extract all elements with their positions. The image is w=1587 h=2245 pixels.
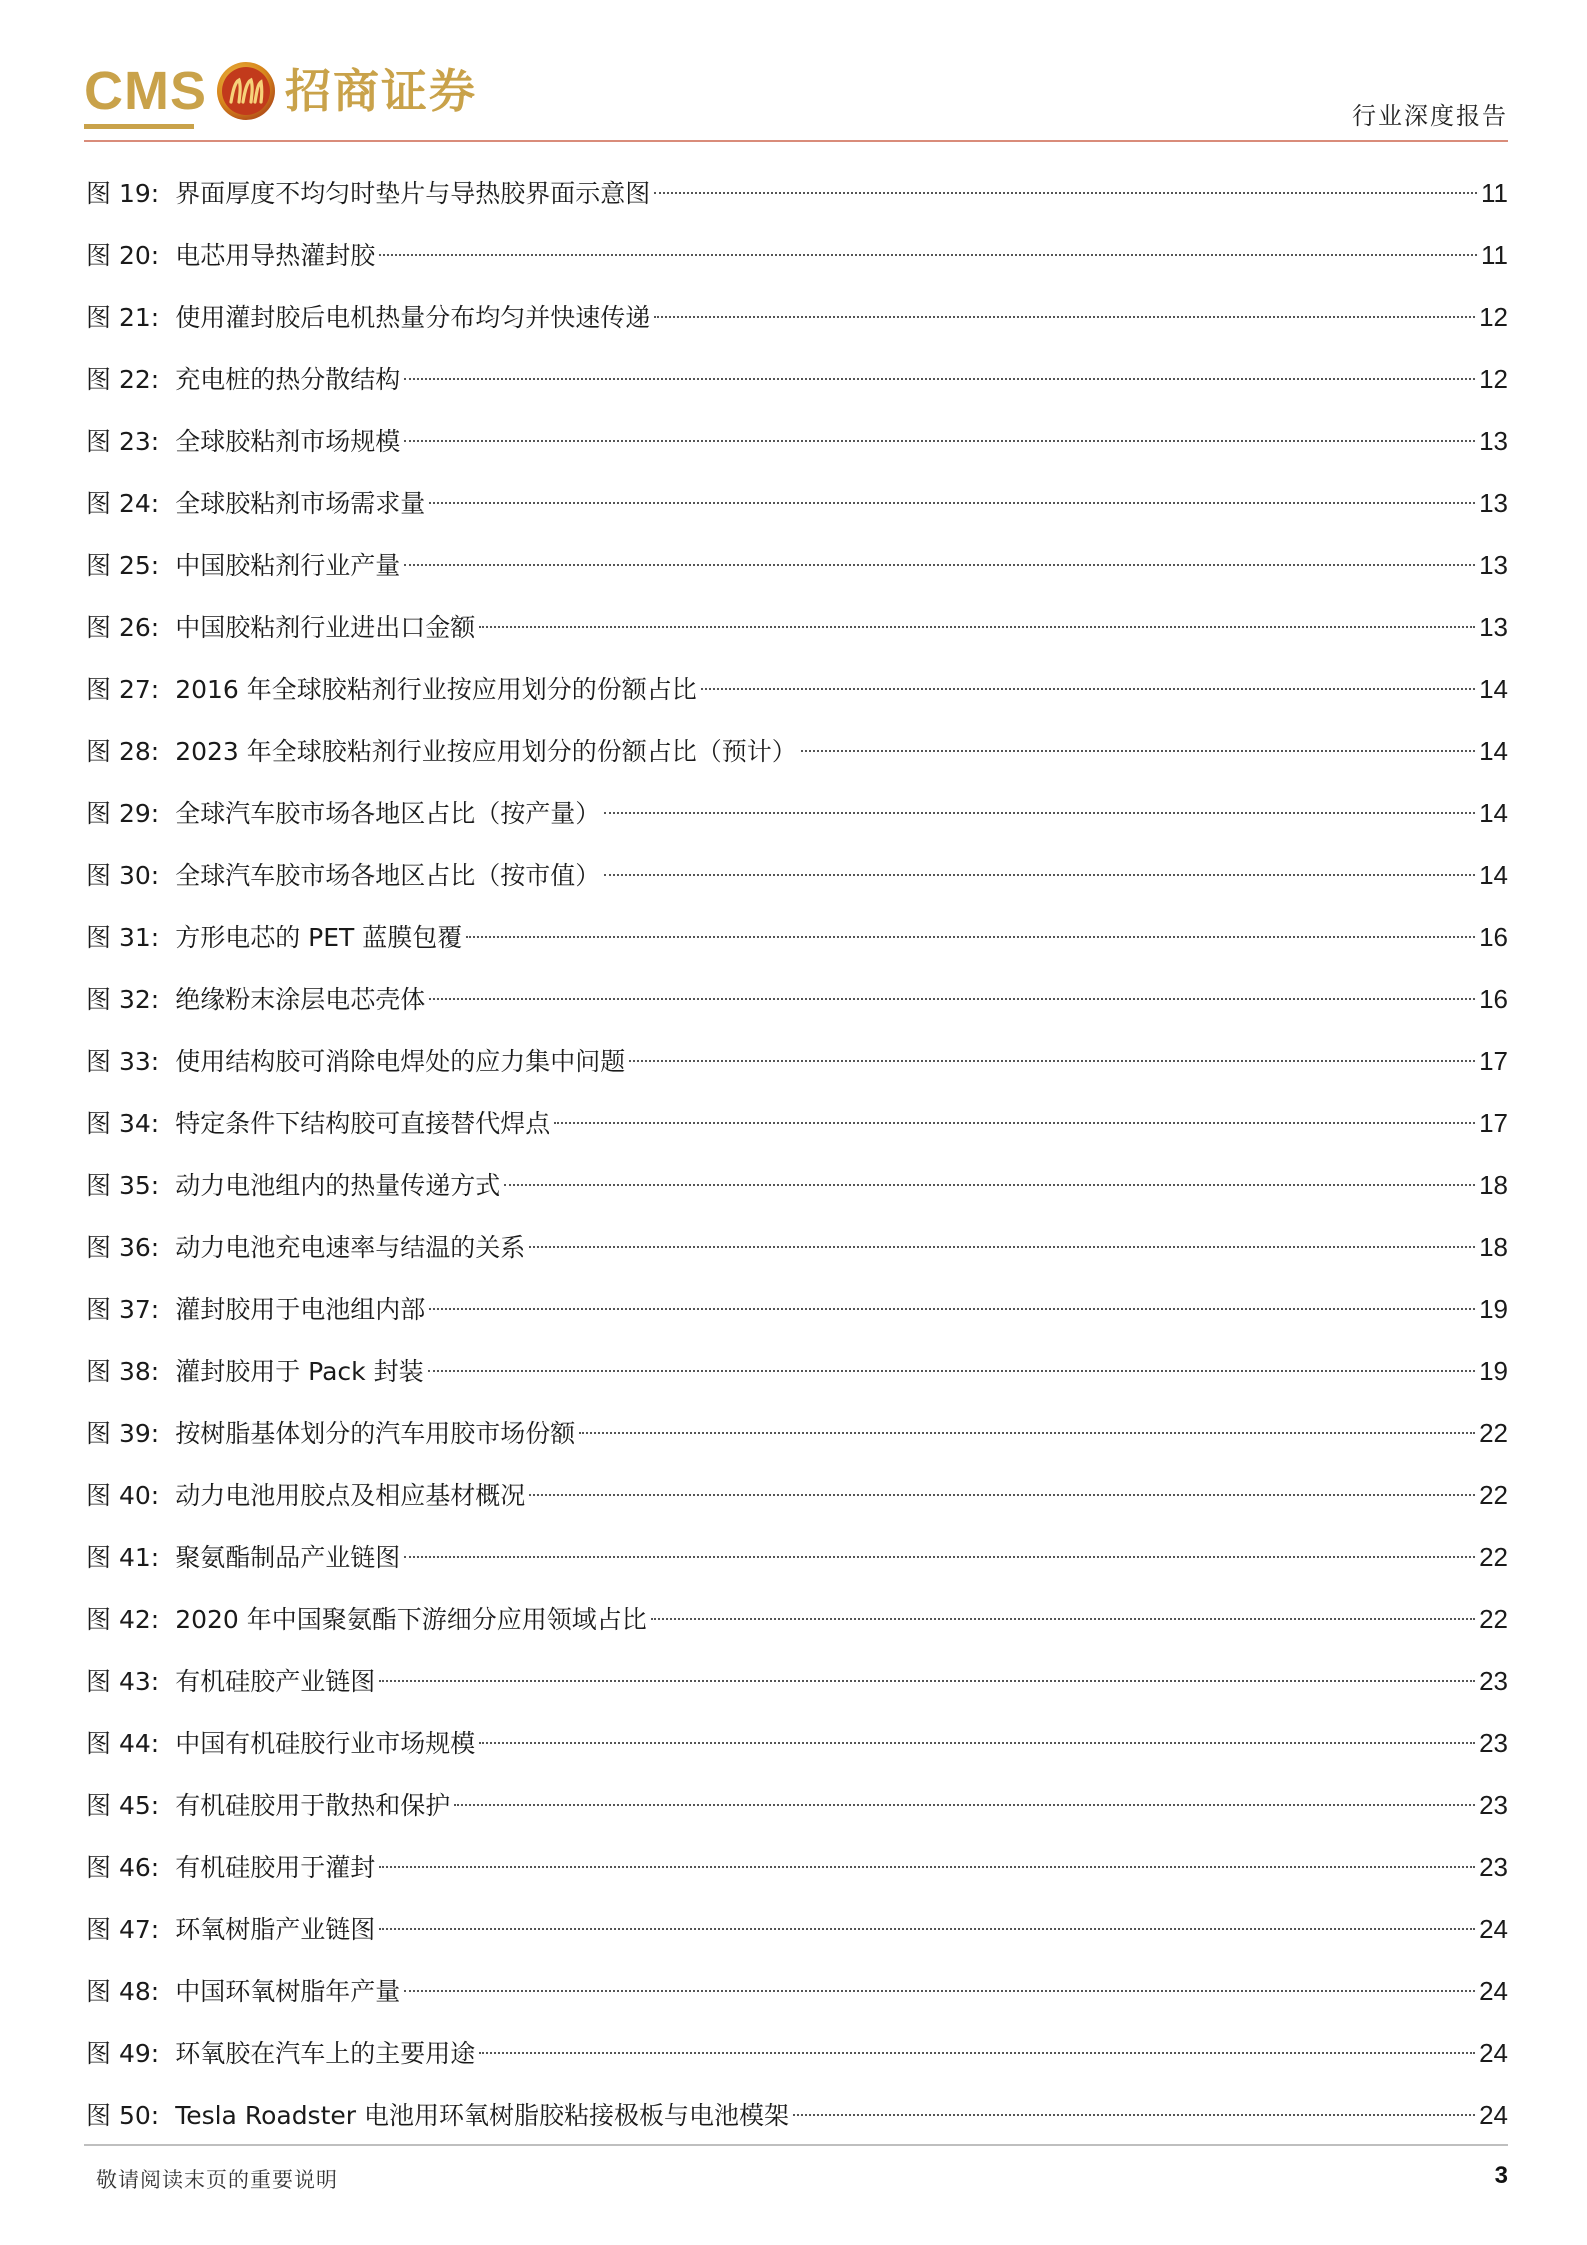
toc-page-number: 13 (1479, 488, 1508, 518)
toc-page-number: 14 (1479, 736, 1508, 766)
toc-page-number: 12 (1479, 364, 1508, 394)
report-type-label: 行业深度报告 (1352, 102, 1508, 130)
toc-entry[interactable] (86, 2084, 1508, 2146)
toc-entry[interactable] (86, 286, 1508, 348)
toc-figure-title: 动力电池用胶点及相应基材概况 (175, 1481, 526, 1510)
toc-figure-title: 绝缘粉末涂层电芯壳体 (175, 985, 426, 1014)
toc-page-number: 24 (1479, 1976, 1508, 2006)
toc-page-number: 11 (1481, 240, 1508, 270)
toc-page-number: 17 (1479, 1108, 1508, 1138)
toc-figure-label: 图 43: (86, 1667, 160, 1696)
toc-entry[interactable] (86, 968, 1508, 1030)
toc-dot-leader (454, 1804, 1475, 1806)
toc-figure-title: 全球汽车胶市场各地区占比（按市值） (175, 861, 601, 890)
toc-page-number: 19 (1479, 1294, 1508, 1324)
toc-dot-leader (404, 1990, 1475, 1992)
toc-figure-title: 2023 年全球胶粘剂行业按应用划分的份额占比（预计） (175, 737, 797, 766)
toc-entry[interactable] (86, 1092, 1508, 1154)
toc-dot-leader (466, 936, 1475, 938)
toc-dot-leader (654, 316, 1475, 318)
disclaimer-note: 敬请阅读末页的重要说明 (96, 2168, 338, 2192)
toc-figure-title: 中国有机硅胶行业市场规模 (175, 1729, 476, 1758)
toc-page-number: 23 (1479, 1852, 1508, 1882)
toc-entry[interactable] (86, 1278, 1508, 1340)
toc-page-number: 11 (1481, 178, 1508, 208)
toc-figure-title: 环氧胶在汽车上的主要用途 (175, 2039, 476, 2068)
toc-page-number: 22 (1479, 1480, 1508, 1510)
toc-page-number: 18 (1479, 1232, 1508, 1262)
toc-figure-label: 图 37: (86, 1295, 160, 1324)
toc-page-number: 24 (1479, 2038, 1508, 2068)
toc-figure-label: 图 47: (86, 1915, 160, 1944)
page-number: 3 (1494, 2162, 1508, 2189)
toc-figure-label: 图 23: (86, 427, 160, 456)
toc-page-number: 18 (1479, 1170, 1508, 1200)
toc-page-number: 16 (1479, 984, 1508, 1014)
toc-dot-leader (479, 1742, 1475, 1744)
toc-page-number: 13 (1479, 426, 1508, 456)
toc-page-number: 24 (1479, 1914, 1508, 1944)
toc-figure-label: 图 34: (86, 1109, 160, 1138)
logo-chinese-name: 招商证券 (285, 64, 477, 118)
toc-entry[interactable] (86, 1898, 1508, 1960)
toc-figure-title: 2020 年中国聚氨酯下游细分应用领域占比 (175, 1605, 647, 1634)
toc-page-number: 19 (1479, 1356, 1508, 1386)
toc-dot-leader (379, 1928, 1475, 1930)
toc-entry[interactable] (86, 1464, 1508, 1526)
toc-figure-label: 图 35: (86, 1171, 160, 1200)
cms-logo (84, 60, 477, 122)
toc-dot-leader (379, 1680, 1475, 1682)
toc-dot-leader (479, 2052, 1475, 2054)
toc-entry[interactable] (86, 472, 1508, 534)
toc-page-number: 13 (1479, 550, 1508, 580)
toc-page-number: 14 (1479, 798, 1508, 828)
toc-dot-leader (429, 502, 1475, 504)
toc-dot-leader (404, 564, 1475, 566)
logo-underline (84, 124, 194, 129)
toc-figure-label: 图 21: (86, 303, 160, 332)
toc-page-number: 22 (1479, 1604, 1508, 1634)
toc-entry[interactable] (86, 1960, 1508, 2022)
toc-page-number: 23 (1479, 1666, 1508, 1696)
toc-figure-label: 图 28: (86, 737, 160, 766)
toc-figure-title: 聚氨酯制品产业链图 (175, 1543, 401, 1572)
toc-figure-label: 图 29: (86, 799, 160, 828)
toc-figure-title: 环氧树脂产业链图 (175, 1915, 376, 1944)
toc-figure-title: 全球胶粘剂市场需求量 (175, 489, 426, 518)
toc-dot-leader (651, 1618, 1475, 1620)
toc-figure-title: 中国胶粘剂行业进出口金额 (175, 613, 476, 642)
toc-figure-label: 图 41: (86, 1543, 160, 1572)
page-header (84, 52, 1508, 144)
toc-dot-leader (429, 1308, 1475, 1310)
toc-figure-title: 使用灌封胶后电机热量分布均匀并快速传递 (175, 303, 651, 332)
toc-page-number: 14 (1479, 674, 1508, 704)
toc-figure-title: 按树脂基体划分的汽车用胶市场份额 (175, 1419, 576, 1448)
toc-dot-leader (429, 998, 1475, 1000)
toc-entry[interactable] (86, 1340, 1508, 1402)
toc-figure-label: 图 30: (86, 861, 160, 890)
toc-entry[interactable] (86, 348, 1508, 410)
toc-entry[interactable] (86, 1402, 1508, 1464)
toc-dot-leader (793, 2114, 1475, 2116)
toc-entry[interactable] (86, 1030, 1508, 1092)
toc-page-number: 17 (1479, 1046, 1508, 1076)
figure-list (86, 162, 1508, 2146)
toc-figure-title: 全球胶粘剂市场规模 (175, 427, 401, 456)
toc-page-number: 13 (1479, 612, 1508, 642)
toc-figure-title: 充电桩的热分散结构 (175, 365, 401, 394)
toc-dot-leader (701, 688, 1475, 690)
toc-dot-leader (604, 812, 1475, 814)
toc-figure-title: 灌封胶用于 Pack 封装 (175, 1357, 424, 1386)
toc-entry[interactable] (86, 1836, 1508, 1898)
toc-entry[interactable] (86, 1216, 1508, 1278)
footer-divider (84, 2144, 1508, 2146)
toc-page-number: 12 (1479, 302, 1508, 332)
toc-dot-leader (801, 750, 1475, 752)
toc-figure-title: 方形电芯的 PET 蓝膜包覆 (175, 923, 463, 952)
toc-entry[interactable] (86, 782, 1508, 844)
toc-figure-title: 特定条件下结构胶可直接替代焊点 (175, 1109, 551, 1138)
toc-entry[interactable] (86, 410, 1508, 472)
toc-entry[interactable] (86, 1774, 1508, 1836)
toc-entry[interactable] (86, 1650, 1508, 1712)
toc-figure-label: 图 49: (86, 2039, 160, 2068)
toc-figure-label: 图 24: (86, 489, 160, 518)
toc-figure-title: 中国胶粘剂行业产量 (175, 551, 401, 580)
toc-figure-label: 图 36: (86, 1233, 160, 1262)
toc-figure-label: 图 39: (86, 1419, 160, 1448)
toc-dot-leader (404, 1556, 1475, 1558)
toc-page-number: 16 (1479, 922, 1508, 952)
logo-emblem-icon (215, 60, 277, 122)
toc-figure-label: 图 40: (86, 1481, 160, 1510)
toc-dot-leader (379, 254, 1477, 256)
toc-figure-title: 中国环氧树脂年产量 (175, 1977, 401, 2006)
toc-figure-label: 图 48: (86, 1977, 160, 2006)
toc-entry[interactable] (86, 224, 1508, 286)
toc-figure-title: 灌封胶用于电池组内部 (175, 1295, 426, 1324)
toc-figure-title: 动力电池充电速率与结温的关系 (175, 1233, 526, 1262)
toc-figure-label: 图 45: (86, 1791, 160, 1820)
toc-figure-label: 图 33: (86, 1047, 160, 1076)
logo-text: CMS (84, 61, 207, 121)
toc-entry[interactable] (86, 162, 1508, 224)
toc-dot-leader (479, 626, 1475, 628)
toc-entry[interactable] (86, 720, 1508, 782)
toc-figure-label: 图 32: (86, 985, 160, 1014)
toc-page-number: 24 (1479, 2100, 1508, 2130)
toc-figure-label: 图 46: (86, 1853, 160, 1882)
toc-dot-leader (404, 440, 1475, 442)
toc-entry[interactable] (86, 1154, 1508, 1216)
toc-entry[interactable] (86, 1526, 1508, 1588)
toc-dot-leader (654, 192, 1477, 194)
toc-figure-label: 图 19: (86, 179, 160, 208)
header-divider (84, 140, 1508, 142)
toc-figure-label: 图 38: (86, 1357, 160, 1386)
toc-dot-leader (504, 1184, 1475, 1186)
toc-dot-leader (379, 1866, 1475, 1868)
toc-entry[interactable] (86, 534, 1508, 596)
toc-figure-label: 图 26: (86, 613, 160, 642)
toc-figure-label: 图 42: (86, 1605, 160, 1634)
toc-page-number: 22 (1479, 1542, 1508, 1572)
toc-figure-label: 图 44: (86, 1729, 160, 1758)
toc-page-number: 23 (1479, 1728, 1508, 1758)
toc-figure-label: 图 22: (86, 365, 160, 394)
toc-dot-leader (629, 1060, 1475, 1062)
toc-figure-title: 使用结构胶可消除电焊处的应力集中问题 (175, 1047, 626, 1076)
toc-dot-leader (529, 1494, 1475, 1496)
toc-page-number: 22 (1479, 1418, 1508, 1448)
toc-figure-title: 有机硅胶用于灌封 (175, 1853, 376, 1882)
toc-dot-leader (604, 874, 1475, 876)
toc-entry[interactable] (86, 906, 1508, 968)
toc-figure-title: 有机硅胶产业链图 (175, 1667, 376, 1696)
toc-dot-leader (579, 1432, 1475, 1434)
toc-entry[interactable] (86, 2022, 1508, 2084)
toc-entry[interactable] (86, 1712, 1508, 1774)
toc-figure-label: 图 31: (86, 923, 160, 952)
toc-entry[interactable] (86, 658, 1508, 720)
toc-figure-title: 动力电池组内的热量传递方式 (175, 1171, 501, 1200)
toc-dot-leader (404, 378, 1475, 380)
toc-figure-title: 有机硅胶用于散热和保护 (175, 1791, 451, 1820)
toc-entry[interactable] (86, 844, 1508, 906)
toc-figure-title: 界面厚度不均匀时垫片与导热胶界面示意图 (175, 179, 651, 208)
toc-entry[interactable] (86, 1588, 1508, 1650)
toc-figure-label: 图 27: (86, 675, 160, 704)
toc-figure-title: Tesla Roadster 电池用环氧树脂胶粘接极板与电池模架 (175, 2101, 789, 2130)
toc-figure-label: 图 25: (86, 551, 160, 580)
toc-dot-leader (529, 1246, 1475, 1248)
toc-figure-title: 全球汽车胶市场各地区占比（按产量） (175, 799, 601, 828)
toc-entry[interactable] (86, 596, 1508, 658)
toc-figure-label: 图 50: (86, 2101, 160, 2130)
toc-page-number: 23 (1479, 1790, 1508, 1820)
toc-dot-leader (554, 1122, 1475, 1124)
toc-figure-label: 图 20: (86, 241, 160, 270)
toc-dot-leader (428, 1370, 1476, 1372)
toc-figure-title: 2016 年全球胶粘剂行业按应用划分的份额占比 (175, 675, 697, 704)
toc-figure-title: 电芯用导热灌封胶 (175, 241, 376, 270)
toc-page-number: 14 (1479, 860, 1508, 890)
